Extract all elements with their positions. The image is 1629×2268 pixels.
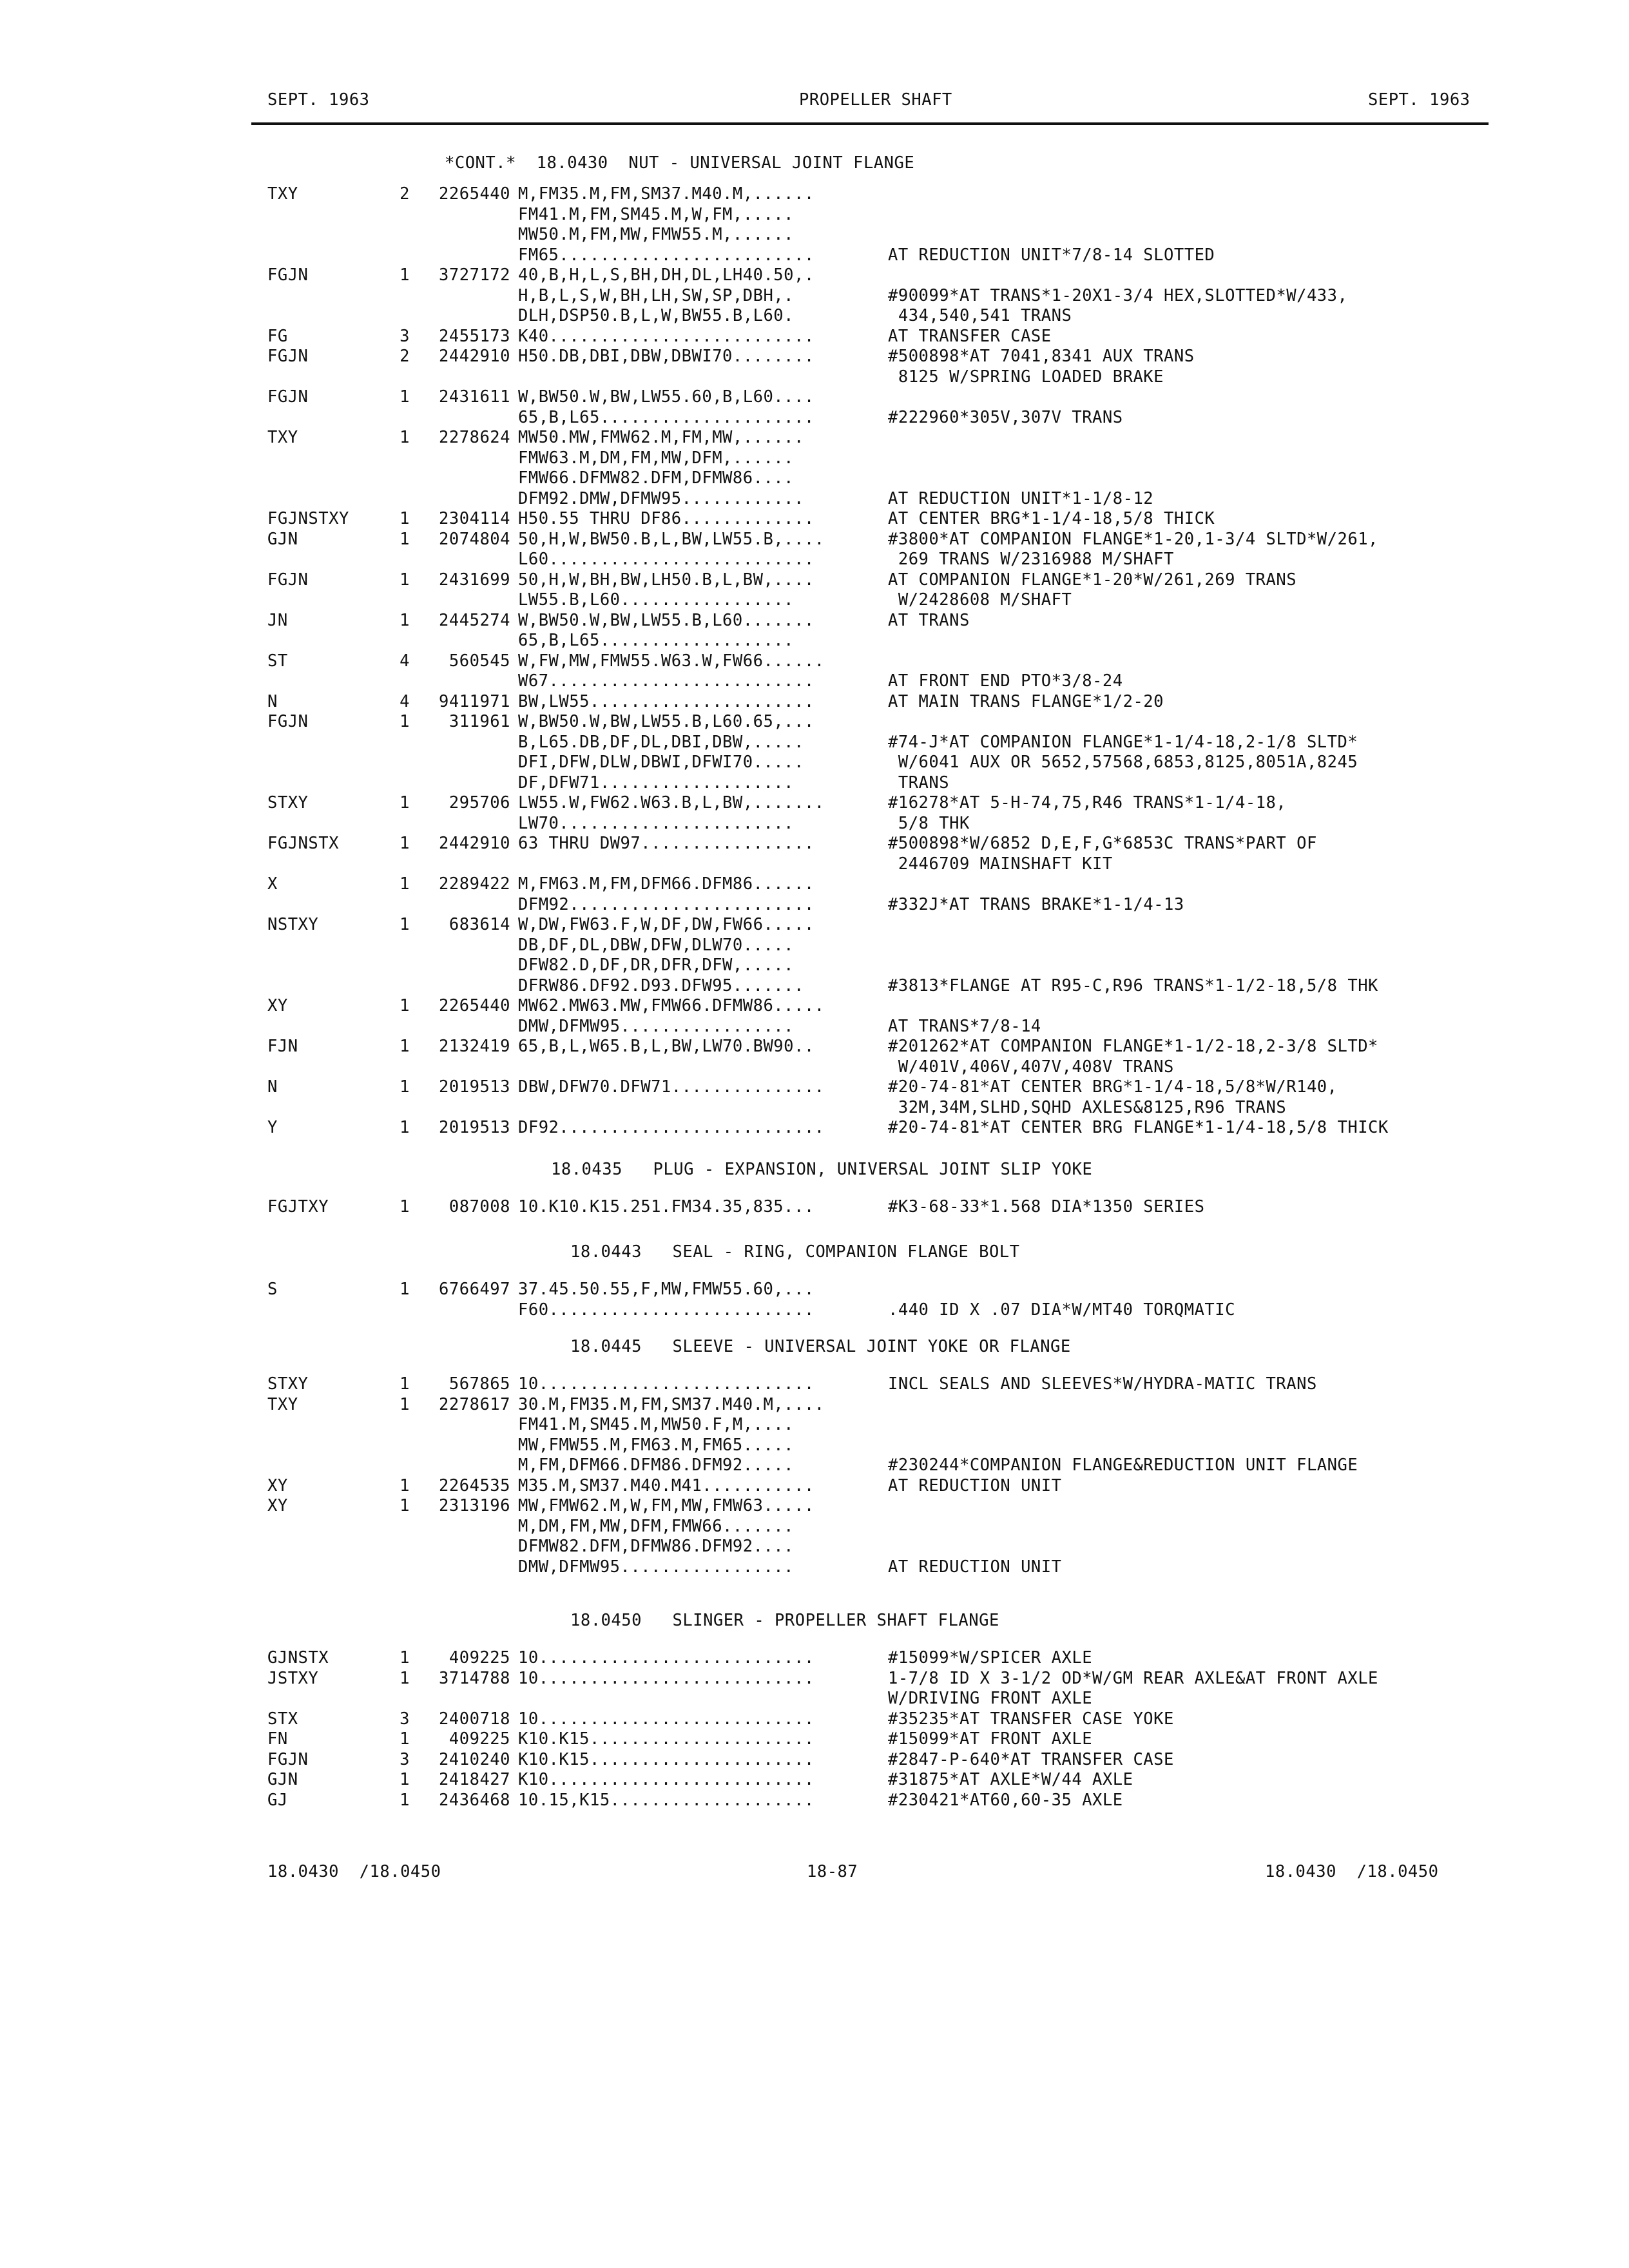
row-application: FM41.M,SM45.M,MW50.F,M,....	[518, 1415, 795, 1434]
row-application: MW50.MW,FMW62.M,FM,MW,......	[518, 428, 804, 447]
row-remarks: #90099*AT TRANS*1-20X1-3/4 HEX,SLOTTED*W/433,	[888, 285, 1348, 305]
row-part-number: 2278617	[439, 1394, 510, 1414]
row-remarks: 2446709 MAINSHAFT KIT	[888, 854, 1113, 874]
row-part-number	[420, 489, 510, 509]
row-part-number	[420, 306, 510, 326]
row-remarks: W/DRIVING FRONT AXLE	[888, 1689, 1093, 1708]
row-qty: 1	[400, 1668, 410, 1688]
row-code: GJN	[267, 1770, 298, 1789]
row-application: 10...........................	[518, 1374, 815, 1394]
row-qty: 1	[400, 793, 410, 812]
row-application: K40..........................	[518, 326, 815, 346]
row-qty	[393, 550, 410, 570]
row-application: K10.K15......................	[518, 1729, 815, 1749]
row-application: M,FM,DFM66.DFM86.DFM92.....	[518, 1456, 795, 1475]
row-code: FGJN	[267, 570, 309, 590]
row-remarks: #332J*AT TRANS BRAKE*1-1/4-13	[888, 894, 1184, 914]
row-qty: 1	[400, 1197, 410, 1216]
row-code: GJ	[267, 1790, 288, 1810]
row-qty	[393, 956, 410, 975]
row-remarks: 5/8 THK	[888, 813, 970, 833]
row-part-number	[420, 773, 510, 793]
row-part-number	[420, 468, 510, 488]
row-qty: 1	[400, 1770, 410, 1789]
row-qty: 1	[400, 529, 410, 549]
row-qty: 1	[400, 509, 410, 528]
header-rule	[251, 122, 1489, 125]
row-part-number: 2400718	[439, 1709, 510, 1729]
row-remarks: #500898*W/6852 D,E,F,G*6853C TRANS*PART OF	[888, 834, 1317, 853]
row-application: H50.DB,DBI,DBW,DBWI70........	[518, 347, 815, 366]
row-part-number	[420, 1057, 510, 1077]
row-code: FGJN	[267, 1749, 309, 1769]
row-qty	[393, 854, 410, 874]
row-part-number: 311961	[448, 712, 510, 731]
row-remarks: #500898*AT 7041,8341 AUX TRANS	[888, 347, 1195, 366]
row-part-number	[420, 225, 510, 245]
row-part-number: 295706	[448, 793, 510, 812]
row-remarks: W/401V,406V,407V,408V TRANS	[888, 1057, 1174, 1077]
row-application: LW55.B,L60.................	[518, 590, 795, 610]
row-code: STXY	[267, 793, 309, 812]
row-part-number	[420, 408, 510, 428]
row-application: 10...........................	[518, 1668, 815, 1688]
row-application: 40,B,H,L,S,BH,DH,DL,LH40.50,.	[518, 265, 815, 285]
row-remarks: #31875*AT AXLE*W/44 AXLE	[888, 1770, 1133, 1789]
row-code: NSTXY	[267, 915, 319, 934]
row-part-number: 2264535	[439, 1475, 510, 1495]
row-part-number: 2442910	[439, 834, 510, 853]
row-code: STX	[267, 1709, 298, 1729]
row-part-number: 2436468	[439, 1790, 510, 1810]
row-qty	[393, 448, 410, 468]
row-part-number: 2019513	[439, 1077, 510, 1097]
row-application: M,FM35.M,FM,SM37.M40.M,......	[518, 184, 815, 204]
row-application: DFM92.DMW,DFMW95............	[518, 488, 804, 508]
row-part-number: 6766497	[439, 1280, 510, 1299]
row-application: H,B,L,S,W,BH,LH,SW,SP,DBH,.	[518, 285, 795, 305]
row-part-number: 567865	[448, 1374, 510, 1394]
row-qty: 1	[400, 387, 410, 407]
row-part-number	[420, 1537, 510, 1557]
row-application: H50.55 THRU DF86.............	[518, 509, 815, 528]
row-part-number: 409225	[448, 1729, 510, 1749]
row-application: K10..........................	[518, 1770, 815, 1789]
row-qty	[393, 773, 410, 793]
row-qty: 1	[400, 915, 410, 934]
row-application: 65,B,L,W65.B,L,BW,LW70.BW90..	[518, 1037, 815, 1056]
row-part-number: 2313196	[439, 1496, 510, 1515]
row-code: FGJN	[267, 265, 309, 285]
row-code: Y	[267, 1118, 278, 1137]
row-qty	[393, 286, 410, 306]
row-part-number: 2431699	[439, 570, 510, 590]
row-part-number: 087008	[448, 1197, 510, 1216]
row-application: 10.K10.K15.251.FM34.35,835...	[518, 1197, 815, 1216]
row-qty	[393, 1517, 410, 1537]
row-code: S	[267, 1280, 278, 1299]
row-part-number: 683614	[448, 915, 510, 934]
row-code: FGJN	[267, 712, 309, 731]
row-part-number: 2265440	[439, 184, 510, 204]
row-part-number	[420, 854, 510, 874]
header-title: PROPELLER SHAFT	[799, 90, 952, 110]
row-application: W,BW50.W,BW,LW55.60,B,L60....	[518, 387, 815, 407]
row-code: FG	[267, 326, 288, 346]
row-code: FGJN	[267, 387, 309, 407]
row-application: MW,FMW62.M,W,FM,MW,FMW63.....	[518, 1496, 815, 1515]
page-number: 18-87	[807, 1862, 858, 1881]
row-qty: 1	[400, 1374, 410, 1394]
row-application: 10...........................	[518, 1648, 815, 1667]
row-application: DFI,DFW,DLW,DBWI,DFWI70.....	[518, 753, 804, 772]
row-application: DF,DFW71...................	[518, 773, 795, 793]
row-remarks: AT MAIN TRANS FLANGE*1/2-20	[888, 691, 1164, 711]
row-qty: 2	[400, 347, 410, 366]
row-application: W,FW,MW,FMW55.W63.W,FW66......	[518, 651, 825, 671]
row-application: FMW66.DFMW82.DFM,DFMW86....	[518, 468, 795, 488]
row-part-number: 2265440	[439, 996, 510, 1015]
row-qty	[393, 1415, 410, 1435]
row-application: DBW,DFW70.DFW71...............	[518, 1077, 825, 1097]
row-application: DFW82.D,DF,DR,DFR,DFW,.....	[518, 956, 795, 975]
row-remarks: #74-J*AT COMPANION FLANGE*1-1/4-18,2-1/8 SLTD*	[888, 732, 1358, 752]
row-application: 65,B,L65.....................	[518, 407, 815, 427]
row-qty: 4	[400, 691, 410, 711]
row-qty	[393, 468, 410, 488]
row-remarks: INCL SEALS AND SLEEVES*W/HYDRA-MATIC TRANS	[888, 1374, 1317, 1394]
row-remarks: #K3-68-33*1.568 DIA*1350 SERIES	[888, 1197, 1205, 1216]
row-qty	[393, 1689, 410, 1709]
row-qty: 3	[400, 1749, 410, 1769]
row-qty: 1	[400, 428, 410, 447]
row-qty	[393, 895, 410, 915]
row-qty	[393, 1557, 410, 1577]
row-part-number	[420, 245, 510, 265]
row-part-number: 2410240	[439, 1749, 510, 1769]
row-qty	[393, 367, 410, 387]
row-remarks: #201262*AT COMPANION FLANGE*1-1/2-18,2-3/8 SLTD*	[888, 1037, 1378, 1056]
row-code: FGJNSTX	[267, 834, 339, 853]
row-qty	[393, 1537, 410, 1557]
row-qty: 1	[400, 1648, 410, 1667]
row-qty: 1	[400, 1077, 410, 1097]
row-application: 50,H,W,BH,BW,LH50.B,L,BW,....	[518, 570, 815, 590]
row-part-number	[420, 1517, 510, 1537]
row-qty: 4	[400, 651, 410, 671]
row-qty: 1	[400, 1729, 410, 1749]
row-code: XY	[267, 1496, 288, 1515]
row-remarks: #230421*AT60,60-35 AXLE	[888, 1790, 1123, 1810]
row-remarks: TRANS	[888, 773, 950, 793]
section-title: 18.0435 PLUG - EXPANSION, UNIVERSAL JOINT SLIP YOKE	[551, 1160, 1093, 1179]
row-part-number	[420, 1436, 510, 1456]
row-remarks: 8125 W/SPRING LOADED BRAKE	[888, 367, 1164, 387]
row-application: FMW63.M,DM,FM,MW,DFM,......	[518, 448, 795, 468]
row-qty: 1	[400, 1496, 410, 1515]
row-remarks: AT TRANS*7/8-14	[888, 1016, 1041, 1036]
row-application: DMW,DFMW95.................	[518, 1016, 795, 1036]
row-part-number	[420, 814, 510, 834]
row-code: FJN	[267, 1037, 298, 1056]
row-part-number: 2074804	[439, 529, 510, 549]
section-title: 18.0445 SLEEVE - UNIVERSAL JOINT YOKE OR FLANGE	[570, 1337, 1071, 1356]
row-part-number: 9411971	[439, 691, 510, 711]
row-part-number	[420, 1017, 510, 1037]
row-application: DMW,DFMW95.................	[518, 1557, 795, 1577]
row-qty: 1	[400, 1475, 410, 1495]
row-remarks: #3813*FLANGE AT R95-C,R96 TRANS*1-1/2-18,5/8 THK	[888, 975, 1378, 995]
row-part-number	[420, 936, 510, 956]
row-qty: 3	[400, 326, 410, 346]
row-remarks: #20-74-81*AT CENTER BRG*1-1/4-18,5/8*W/R140,	[888, 1077, 1338, 1097]
row-application: 65,B,L65...................	[518, 631, 795, 650]
row-code: N	[267, 691, 278, 711]
row-application: F60..........................	[518, 1300, 815, 1320]
row-qty	[393, 306, 410, 326]
row-qty	[393, 753, 410, 773]
footer-range-right: 18.0430 /18.0450	[1265, 1862, 1439, 1881]
row-part-number: 2289422	[439, 874, 510, 894]
row-qty	[393, 1300, 410, 1320]
row-qty: 1	[400, 1394, 410, 1414]
row-qty	[393, 1017, 410, 1037]
row-qty: 1	[400, 874, 410, 894]
row-application: MW,FMW55.M,FM63.M,FM65.....	[518, 1435, 795, 1455]
row-application: W67..........................	[518, 671, 815, 691]
row-application: W,BW50.W,BW,LW55.B,L60.......	[518, 610, 815, 630]
row-application: DFRW86.DF92.D93.DFW95.......	[518, 975, 804, 995]
row-qty: 1	[400, 834, 410, 853]
row-application: FM65.........................	[518, 245, 815, 265]
row-qty	[393, 205, 410, 225]
row-qty	[393, 733, 410, 753]
row-part-number	[420, 1300, 510, 1320]
row-qty	[393, 245, 410, 265]
row-code: JN	[267, 610, 288, 630]
row-remarks: AT REDUCTION UNIT*7/8-14 SLOTTED	[888, 245, 1215, 265]
row-part-number: 2019513	[439, 1118, 510, 1137]
row-code: JSTXY	[267, 1668, 319, 1688]
row-application: 10...........................	[518, 1709, 815, 1729]
row-application: DB,DF,DL,DBW,DFW,DLW70.....	[518, 935, 795, 955]
row-application: 10.15,K15....................	[518, 1790, 815, 1810]
row-application: BW,LW55......................	[518, 691, 815, 711]
row-remarks: AT REDUCTION UNIT	[888, 1475, 1062, 1495]
row-qty: 2	[400, 184, 410, 204]
row-qty: 1	[400, 712, 410, 731]
row-qty	[393, 225, 410, 245]
row-part-number: 409225	[448, 1648, 510, 1667]
row-qty: 1	[400, 1037, 410, 1056]
row-part-number: 2132419	[439, 1037, 510, 1056]
row-qty: 1	[400, 1790, 410, 1810]
row-part-number	[420, 590, 510, 610]
row-code: TXY	[267, 184, 298, 204]
row-part-number	[420, 448, 510, 468]
row-part-number	[420, 733, 510, 753]
row-code: TXY	[267, 428, 298, 447]
row-remarks: #15099*AT FRONT AXLE	[888, 1729, 1093, 1749]
row-code: FN	[267, 1729, 288, 1749]
row-remarks: AT COMPANION FLANGE*1-20*W/261,269 TRANS	[888, 570, 1297, 590]
row-code: FGJNSTXY	[267, 509, 349, 528]
row-part-number	[420, 956, 510, 975]
row-code: X	[267, 874, 278, 894]
row-remarks: #16278*AT 5-H-74,75,R46 TRANS*1-1/4-18,	[888, 793, 1287, 812]
row-code: FGJTXY	[267, 1197, 329, 1216]
row-part-number: 2455173	[439, 326, 510, 346]
row-part-number	[420, 976, 510, 996]
row-part-number: 3727172	[439, 265, 510, 285]
row-part-number	[420, 1689, 510, 1709]
row-qty: 1	[400, 1118, 410, 1137]
footer-range-left: 18.0430 /18.0450	[267, 1862, 441, 1881]
row-qty	[393, 936, 410, 956]
row-code: ST	[267, 651, 288, 671]
row-application: M35.M,SM37.M40.M41...........	[518, 1475, 815, 1495]
row-remarks: #15099*W/SPICER AXLE	[888, 1648, 1093, 1667]
row-part-number	[420, 205, 510, 225]
row-qty	[393, 814, 410, 834]
row-part-number: 2445274	[439, 610, 510, 630]
row-part-number	[420, 631, 510, 651]
row-part-number	[420, 1456, 510, 1475]
row-remarks: 269 TRANS W/2316988 M/SHAFT	[888, 550, 1174, 569]
row-remarks: AT TRANS	[888, 610, 970, 630]
row-part-number	[420, 1415, 510, 1435]
row-part-number	[420, 895, 510, 915]
row-remarks: #20-74-81*AT CENTER BRG FLANGE*1-1/4-18,5/8 THICK	[888, 1118, 1389, 1137]
row-qty	[393, 590, 410, 610]
section-title: *CONT.* 18.0430 NUT - UNIVERSAL JOINT FLANGE	[445, 153, 915, 173]
row-application: W,BW50.W,BW,LW55.B,L60.65,...	[518, 712, 815, 731]
row-remarks: AT REDUCTION UNIT	[888, 1557, 1062, 1577]
row-qty: 1	[400, 265, 410, 285]
row-code: XY	[267, 1475, 288, 1495]
row-remarks: W/2428608 M/SHAFT	[888, 590, 1072, 610]
row-qty: 1	[400, 570, 410, 590]
header-date-left: SEPT. 1963	[267, 90, 370, 110]
row-application: 63 THRU DW97.................	[518, 834, 815, 853]
row-qty	[393, 1436, 410, 1456]
row-application: DF92..........................	[518, 1118, 825, 1137]
row-qty	[393, 1456, 410, 1475]
row-application: MW62.MW63.MW,FMW66.DFMW86.....	[518, 996, 825, 1015]
row-part-number	[420, 671, 510, 691]
row-remarks: 32M,34M,SLHD,SQHD AXLES&8125,R96 TRANS	[888, 1097, 1287, 1117]
row-application: LW70.......................	[518, 813, 795, 833]
row-qty: 1	[400, 610, 410, 630]
row-application: 50,H,W,BW50.B,L,BW,LW55.B,....	[518, 529, 825, 549]
row-remarks: AT TRANSFER CASE	[888, 326, 1052, 346]
row-part-number	[420, 1557, 510, 1577]
row-remarks: #35235*AT TRANSFER CASE YOKE	[888, 1709, 1174, 1729]
row-application: M,FM63.M,FM,DFM66.DFM86......	[518, 874, 815, 894]
row-code: GJNSTX	[267, 1648, 329, 1667]
row-part-number: 3714788	[439, 1668, 510, 1688]
row-part-number	[420, 367, 510, 387]
row-remarks: .440 ID X .07 DIA*W/MT40 TORQMATIC	[888, 1300, 1235, 1320]
row-part-number: 560545	[448, 651, 510, 671]
row-qty	[393, 489, 410, 509]
row-qty: 3	[400, 1709, 410, 1729]
row-application: 37.45.50.55,F,MW,FMW55.60,...	[518, 1280, 815, 1299]
row-part-number	[420, 1098, 510, 1118]
row-code: XY	[267, 996, 288, 1015]
row-application: L60..........................	[518, 550, 815, 569]
row-part-number	[420, 550, 510, 570]
row-application: FM41.M,FM,SM45.M,W,FM,.....	[518, 204, 795, 224]
row-part-number: 2418427	[439, 1770, 510, 1789]
header-date-right: SEPT. 1963	[1368, 90, 1470, 110]
row-application: DLH,DSP50.B,L,W,BW55.B,L60.	[518, 306, 795, 325]
row-application: DFMW82.DFM,DFMW86.DFM92....	[518, 1537, 795, 1556]
row-part-number: 2442910	[439, 347, 510, 366]
row-qty	[393, 671, 410, 691]
row-remarks: 1-7/8 ID X 3-1/2 OD*W/GM REAR AXLE&AT FRONT AXLE	[888, 1668, 1378, 1688]
row-application: DFM92........................	[518, 894, 815, 914]
row-qty	[393, 631, 410, 651]
row-part-number	[420, 286, 510, 306]
row-qty: 1	[400, 1280, 410, 1299]
row-application: LW55.W,FW62.W63.B,L,BW,.......	[518, 793, 825, 812]
row-remarks: AT CENTER BRG*1-1/4-18,5/8 THICK	[888, 509, 1215, 528]
row-application: B,L65.DB,DF,DL,DBI,DBW,.....	[518, 732, 804, 752]
row-application: MW50.M,FM,MW,FMW55.M,......	[518, 225, 795, 244]
row-part-number	[420, 753, 510, 773]
row-code: STXY	[267, 1374, 309, 1394]
section-title: 18.0450 SLINGER - PROPELLER SHAFT FLANGE	[570, 1611, 999, 1630]
row-application: 30.M,FM35.M,FM,SM37.M40.M,....	[518, 1394, 825, 1414]
row-application: W,DW,FW63.F,W,DF,DW,FW66.....	[518, 915, 815, 934]
row-remarks: #3800*AT COMPANION FLANGE*1-20,1-3/4 SLTD*W/261,	[888, 529, 1378, 549]
row-part-number: 2431611	[439, 387, 510, 407]
row-part-number: 2304114	[439, 509, 510, 528]
row-remarks: 434,540,541 TRANS	[888, 306, 1072, 325]
row-part-number: 2278624	[439, 428, 510, 447]
row-qty	[393, 1057, 410, 1077]
row-remarks: W/6041 AUX OR 5652,57568,6853,8125,8051A,8245	[888, 753, 1358, 772]
row-code: N	[267, 1077, 278, 1097]
row-qty	[393, 408, 410, 428]
row-qty	[393, 976, 410, 996]
row-qty	[393, 1098, 410, 1118]
row-remarks: #230244*COMPANION FLANGE&REDUCTION UNIT FLANGE	[888, 1456, 1358, 1475]
section-title: 18.0443 SEAL - RING, COMPANION FLANGE BOLT	[570, 1242, 1020, 1262]
row-remarks: AT REDUCTION UNIT*1-1/8-12	[888, 488, 1154, 508]
row-code: GJN	[267, 529, 298, 549]
row-code: FGJN	[267, 347, 309, 366]
row-remarks: #222960*305V,307V TRANS	[888, 407, 1123, 427]
row-application: M,DM,FM,MW,DFM,FMW66.......	[518, 1516, 795, 1536]
row-application: K10.K15......................	[518, 1749, 815, 1769]
row-qty: 1	[400, 996, 410, 1015]
row-remarks: AT FRONT END PTO*3/8-24	[888, 671, 1123, 691]
row-code: TXY	[267, 1394, 298, 1414]
row-remarks: #2847-P-640*AT TRANSFER CASE	[888, 1749, 1174, 1769]
